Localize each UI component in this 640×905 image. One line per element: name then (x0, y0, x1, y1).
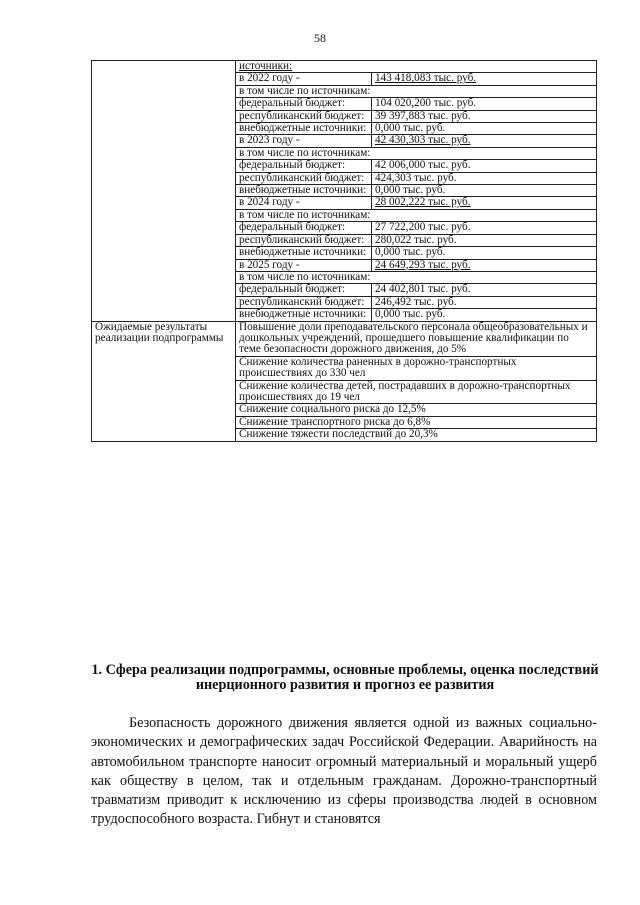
year-label: в 2025 году - (236, 259, 372, 271)
financing-table (91, 60, 597, 442)
source-value: 424,303 тыс. руб. (372, 172, 597, 184)
results-label: Ожидаемые результаты реализации подпрограммы (92, 321, 236, 441)
source-label: республиканский бюджет: (236, 234, 372, 246)
source-label: федеральный бюджет: (236, 284, 372, 296)
source-value: 0,000 тыс. руб. (372, 247, 597, 259)
result-item: Снижение социального риска до 12,5% (236, 404, 597, 416)
sources-subheader: в том числе по источникам: (236, 85, 597, 97)
source-label: республиканский бюджет: (236, 110, 372, 122)
left-empty-cell (92, 61, 236, 322)
source-value: 0,000 тыс. руб. (372, 309, 597, 321)
source-label: внебюджетные источники: (236, 247, 372, 259)
year-label: в 2023 году - (236, 135, 372, 147)
year-total: 143 418,083 тыс. руб. (372, 73, 597, 85)
result-item: Снижение транспортного риска до 6,8% (236, 416, 597, 428)
result-item: Снижение тяжести последствий до 20,3% (236, 429, 597, 441)
result-item: Снижение количества детей, пострадавших в дорожно-транспортных происшествиях до 19 чел (236, 380, 597, 404)
source-value: 42 006,000 тыс. руб. (372, 160, 597, 172)
source-value: 246,492 тыс. руб. (372, 296, 597, 308)
financing-table-body (92, 61, 597, 442)
sources-label: источники: (236, 61, 597, 73)
body-paragraph: Безопасность дорожного движения является одной из важных социально-экономических и демографических задач Российской Федерации. Аварийность на автомобильном транспорте наносит огромный материальный и моральный ущерб как обществу в целом, так и отдельным гражданам. Дорожно-транспортный травматизм приводит к исключению из сферы производства людей в основном трудоспособного возраста. Гибнут и становятся (91, 715, 597, 828)
page-number: 58 (314, 31, 326, 45)
result-item: Снижение количества раненных в дорожно-транспортных происшествиях до 330 чел (236, 356, 597, 380)
year-total: 28 002,222 тыс. руб. (372, 197, 597, 209)
source-value: 0,000 тыс. руб. (372, 123, 597, 135)
source-label: республиканский бюджет: (236, 172, 372, 184)
year-total: 42 430,303 тыс. руб. (372, 135, 597, 147)
source-label: федеральный бюджет: (236, 160, 372, 172)
sources-subheader: в том числе по источникам: (236, 271, 597, 283)
source-value: 39 397,883 тыс. руб. (372, 110, 597, 122)
source-label: внебюджетные источники: (236, 185, 372, 197)
source-value: 0,000 тыс. руб. (372, 185, 597, 197)
result-row (92, 321, 597, 356)
sources-subheader: в том числе по источникам: (236, 147, 597, 159)
sources-subheader: в том числе по источникам: (236, 209, 597, 221)
source-label: республиканский бюджет: (236, 296, 372, 308)
section-title: 1. Сфера реализации подпрограммы, основные проблемы, оценка последствий инерционного развития и прогноз ее развития (91, 662, 599, 693)
source-label: федеральный бюджет: (236, 222, 372, 234)
source-value: 104 020,200 тыс. руб. (372, 98, 597, 110)
source-label: федеральный бюджет: (236, 98, 372, 110)
year-label: в 2024 году - (236, 197, 372, 209)
year-total: 24 649,293 тыс. руб. (372, 259, 597, 271)
result-item: Повышение доли преподавательского персонала общеобразовательных и дошкольных учреждений, прошедшего повышение квалификации по теме безопасности дорожного движения, до 5% (236, 321, 597, 356)
source-value: 24 402,801 тыс. руб. (372, 284, 597, 296)
source-label: внебюджетные источники: (236, 309, 372, 321)
source-label: внебюджетные источники: (236, 123, 372, 135)
year-label: в 2022 году - (236, 73, 372, 85)
source-value: 280,022 тыс. руб. (372, 234, 597, 246)
source-value: 27 722,200 тыс. руб. (372, 222, 597, 234)
table-row (92, 61, 597, 73)
